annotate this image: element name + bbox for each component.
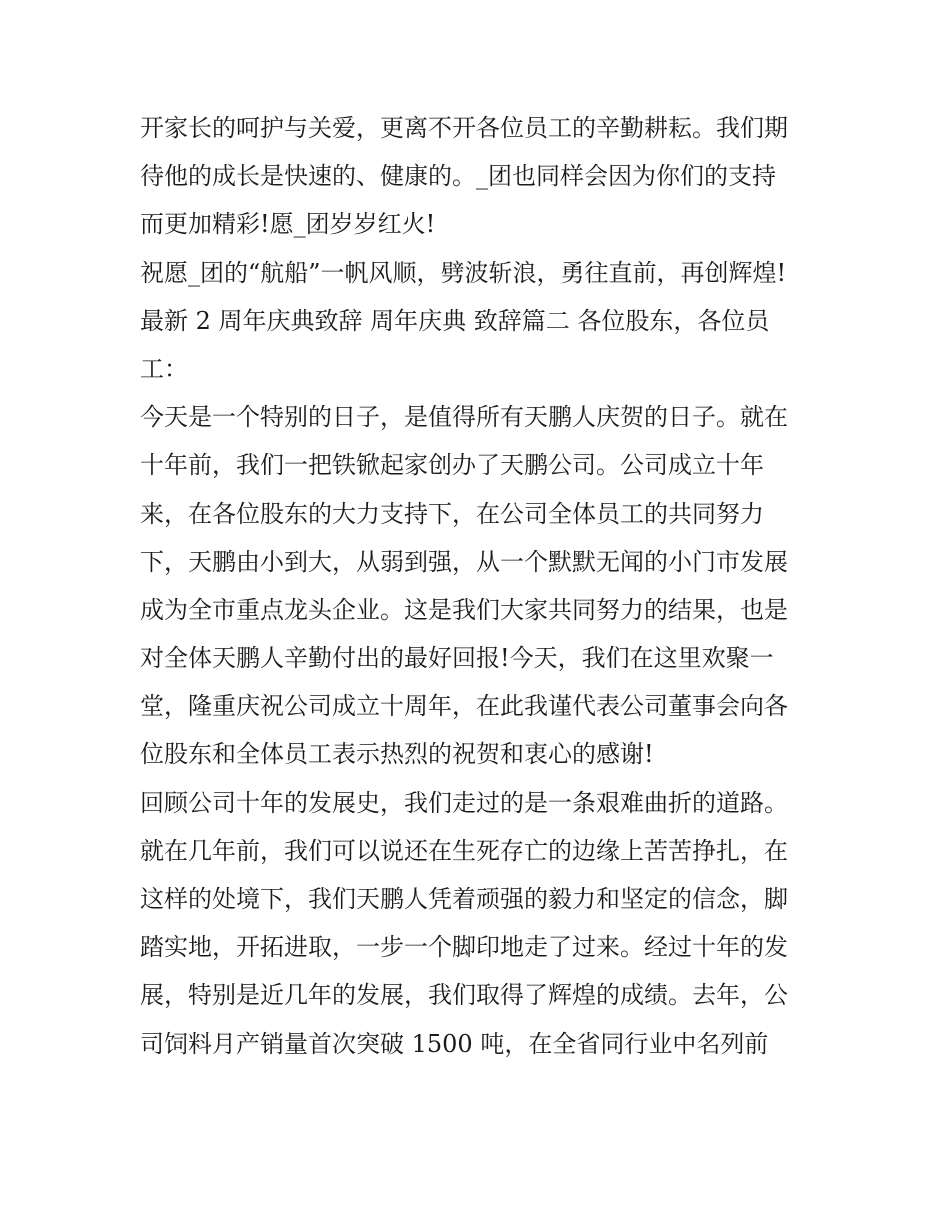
- text-line: 司饲料月产销量首次突破 1500 吨，在全省同行业中名列前: [140, 1029, 769, 1058]
- text-line: 工：: [140, 354, 188, 383]
- body-text: [140, 104, 820, 1068]
- text-line: 而更加精彩!愿_团岁岁红火!: [140, 210, 436, 239]
- text-line: 祝愿_团的“航船”一帆风顺，劈波斩浪，勇往直前，再创辉煌!: [140, 258, 787, 287]
- text-line: 待他的成长是快速的、健康的。_团也同样会因为你们的支持: [140, 162, 776, 191]
- text-line: 对全体天鹏人辛勤付出的最好回报!今天，我们在这里欢聚一: [140, 644, 774, 673]
- text-line: 踏实地，开拓进取，一步一个脚印地走了过来。经过十年的发: [140, 933, 788, 962]
- text-line: 展，特别是近几年的发展，我们取得了辉煌的成绩。去年，公: [140, 981, 788, 1010]
- text-line: 下，天鹏由小到大，从弱到强，从一个默默无闻的小门市发展: [140, 547, 788, 576]
- text-line: 回顾公司十年的发展史，我们走过的是一条艰难曲折的道路。: [140, 788, 788, 817]
- text-line: 来，在各位股东的大力支持下，在公司全体员工的共同努力: [140, 499, 764, 528]
- text-line: 今天是一个特别的日子，是值得所有天鹏人庆贺的日子。就在: [140, 403, 788, 432]
- text-line: 就在几年前，我们可以说还在生死存亡的边缘上苦苦挣扎，在: [140, 836, 788, 865]
- text-line: 开家长的呵护与关爱，更离不开各位员工的辛勤耕耘。我们期: [140, 114, 788, 142]
- text-line: 这样的处境下，我们天鹏人凭着顽强的毅力和坚定的信念，脚: [140, 885, 788, 913]
- text-line: 最新 2 周年庆典致辞 周年庆典 致辞篇二 各位股东，各位员: [140, 306, 770, 335]
- text-line: 堂，隆重庆祝公司成立十周年，在此我谨代表公司董事会向各: [140, 692, 788, 721]
- text-line: 位股东和全体员工表示热烈的祝贺和衷心的感谢!: [140, 740, 654, 769]
- text-line: 成为全市重点龙头企业。这是我们大家共同努力的结果，也是: [140, 595, 788, 624]
- text-line: 十年前，我们一把铁锨起家创办了天鹏公司。公司成立十年: [140, 451, 764, 480]
